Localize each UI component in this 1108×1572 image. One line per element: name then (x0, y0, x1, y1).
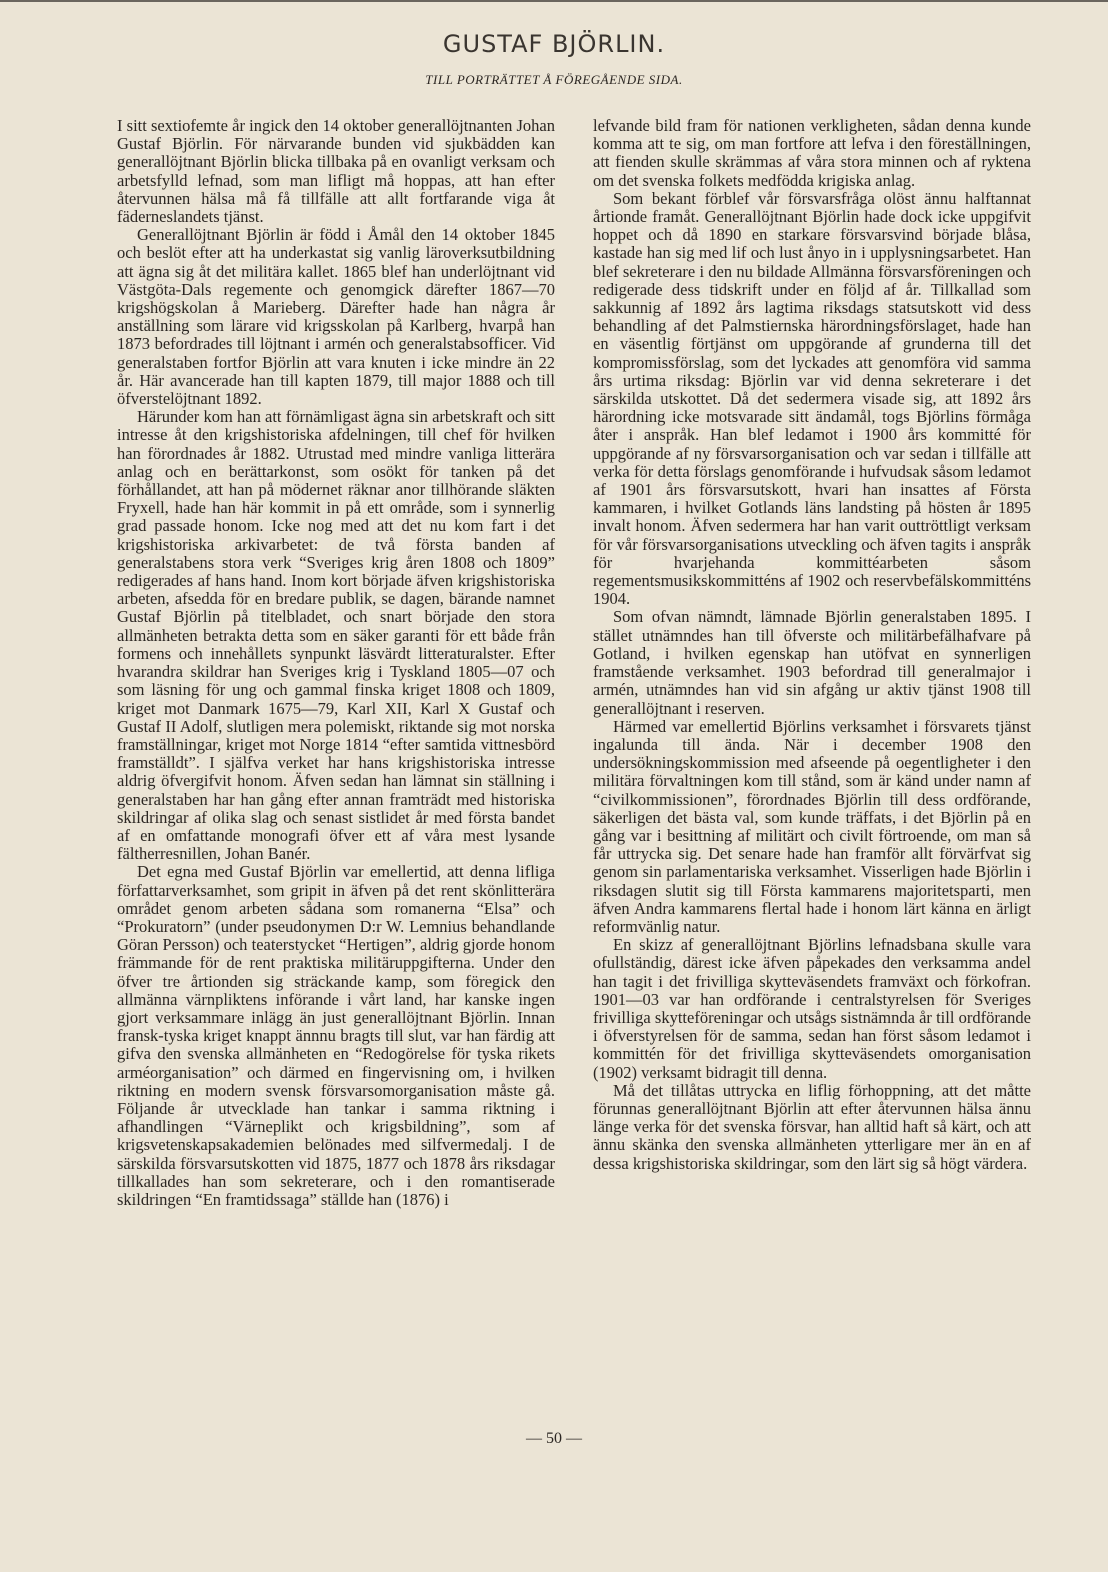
paragraph: Det egna med Gustaf Björlin var emellertid, att denna lifliga författarverksamhet, som gripit in äfven på det rent skönlitterära området genom arbeten sådana som romanerna “Elsa” och “Prokuratorn” (under pseudonymen D:r W. Lemnius behandlande Göran Persson) och teaterstycket “Hertigen”, aldrig gjorde honom främmande för de rent praktiska militäruppgifterna. Under den öfver tre årtionden sig sträckande kamp, som föregick den allmänna värnpliktens införande i vårt land, har kanske ingen gjort verksammare inlägg än just generallöjtnant Björlin. Innan fransk-tyska kriget knappt ännnu bragts till slut, var han färdig att gifva den svenska allmänheten en “Redogörelse för tyska rikets arméorganisation” och därmed en fingervisning om, i hvilken riktning en modern svensk försvarsomorganisation måste gå. Följande år utvecklade han tankar i samma riktning i afhandlingen “Värneplikt och krigsbildning”, som af krigsvetenskapsakademien belönades med silfvermedalj. I de särskilda försvarsutskotten vid 1875, 1877 och 1878 års riksdagar tillkallades han som sekreterare, och i den romantiserade skildringen “En framtidssaga” ställde han (1876) i (117, 862, 555, 1209)
paragraph: Må det tillåtas uttrycka en liflig förhoppning, att det måtte förunnas generallöjtnant Björlin att efter återvunnen hälsa ännu länge verka för det svenska försvar, han alltid haft så kärt, och att ännu skänka den svenska allmänheten ytterligare mer än en af dessa krigshistoriska skildringar, som den lärt sig så högt värdera. (593, 1080, 1031, 1173)
page-subtitle: TILL PORTRÄTTET Å FÖREGÅENDE SIDA. (425, 72, 683, 87)
paragraph: Som bekant förblef vår försvarsfråga olöst ännu halftannat årtionde framåt. Generallöjtnant Björlin hade dock icke uppgifvit hoppet och då 1890 en starkare försvarsvind började blåsa, kastade han sig med lif och lust ånyo in i upplysningsarbetet. Han blef sekreterare i den nu bildade Allmänna försvarsföreningen och redigerade dess tidskrift under en följd af år. Tillkallad som sakkunnig af 1892 års lagtima riksdags statsutskott vid dess behandling af det Palmstiernska härordningsförslaget, hade han en väsentlig förtjänst om uppgörande af grunderna till det kompromissförslag, som det lyckades att genomföra vid samma års urtima riksdag: Björlin var vid denna sekreterare i det särskilda utskottet. Då det sedermera visade sig, att 1892 års härordning icke motsvarade sitt ändamål, togs Björlins förmåga åter i anspråk. Han blef ledamot i 1900 års kommitté för uppgörande af ny försvarsorganisation och var sedan i tillfälle att verka för detta förslags genomförande i hufvudsak såsom ledamot af 1901 års försvarsutskott, hvari han insattes af Första kammaren, i hvilket Gotlands läns landsting på hösten år 1895 invalt honom. Äfven sedermera har han varit outtröttligt verksam för vår försvarsorganisations utveckling och äfven tagits i anspråk för hvarjehanda kommittéarbeten såsom regementsmusikskommitténs af 1902 och reservbefälskommitténs 1904. (593, 188, 1031, 609)
paragraph: Härunder kom han att förnämligast ägna sin arbetskraft och sitt intresse åt den krigshistoriska afdelningen, till chef för hvilken han förordnades år 1882. Utrustad med mindre vanliga litterära anlag och en berättarkonst, som osökt för tanken på det förhållandet, att han på mödernet räknar anor tillhörande släkten Fryxell, hade han här kommit in på ett område, som i synnerlig grad passade honom. Icke nog med att det nu kom fart i det krigshistoriska arkivarbetet: de två första banden af generalstabens stora verk “Sveriges krig åren 1808 och 1809” redigerades af hans hand. Inom kort började äfven krigshistoriska arbeten, afsedda för en bredare publik, se dagen, bärande namnet Gustaf Björlin på titelbladet, och snart började den stora allmänheten betrakta detta som en säker garanti för ett både från formens och innehållets synpunkt läsvärdt litteraturalster. Efter hvarandra skildrar han Sveriges krig i Tyskland 1805—07 och som läsning för ung och gammal finska kriget 1808 och 1809, kriget mot Danmark 1675—79, Karl XII, Karl X Gustaf och Gustaf II Adolf, slutligen mera polemiskt, riktande sig mot norska framställningar, kriget mot Norge 1814 “efter samtida vittnesbörd framställdt”. I själfva verket har hans krigshistoriska intresse aldrig öfvergifvit honom. Äfven sedan han lämnat sin ställning i generalstaben har han gång efter annan framträdt med historiska skildringar af olika slag och senast sistlidet år med första bandet af en omfattande monografi öfver ett af våra mest lysande fältherresnillen, Johan Banér. (117, 407, 555, 864)
paragraph: Härmed var emellertid Björlins verksamhet i försvarets tjänst ingalunda till ända. När i december 1908 den undersökningskommission med afseende på oegentligheter i den militära förvaltningen kom till stånd, som är känd under namn af “civilkommissionen”, förordnades Björlin till dess ordförande, säkerligen det bästa val, som kunde träffats, i det Björlin på en gång var i besittning af militärt och civilt förtroende, om man så får uttrycka sig. Det senare hade han framför allt förvärfvat sig genom sin parlamentariska verksamhet. Visserligen hade Björlin i riksdagen slutit sig till Första kammarens majoritetsparti, men äfven Andra kammarens flertal hade i honom lärt känna en ärligt reformvänlig natur. (593, 716, 1031, 936)
page-title: GUSTAF BJÖRLIN. (442, 30, 666, 58)
paragraph: lefvande bild fram för nationen verkligheten, sådan denna kunde komma att te sig, om man fortfore att lefva i den föreställningen, att fienden skulle skrämmas af våra stora minnen och af ryktena om det svenska folkets medfödda krigiska anlag. (593, 116, 1031, 190)
paragraph: Generallöjtnant Björlin är född i Åmål den 14 oktober 1845 och beslöt efter att ha underkastat sig vanlig läroverksutbildning att ägna sig åt det militära kallet. 1865 blef han underlöjtnant vid Västgöta-Dals regemente och genomgick därefter 1867—70 krigshögskolan å Marieberg. Därefter hade han några år anställning som lärare vid krigsskolan på Karlberg, hvarpå han 1873 befordrades till löjtnant i armén och generalstabsofficer. Vid generalstaben fortfor Björlin att vara knuten i icke mindre än 22 år. Här avancerade han till kapten 1879, till major 1888 och till öfverstelöjtnant 1892. (117, 225, 555, 409)
page-number: — 50 — (526, 1430, 582, 1447)
paragraph: En skizz af generallöjtnant Björlins lefnadsbana skulle vara ofullständig, därest icke äfven påpekades den verksamma andel han tagit i det frivilliga skytteväsendets framväxt och förkofran. 1901—03 var han ordförande i centralstyrelsen för Sveriges frivilliga skytteföreningar och utsågs sistnämnda år till ordförande i öfverstyrelsen för de samma, sedan han först såsom ledamot i kommittén för det frivilliga skytteväsendets omorganisation (1902) verksamt bidragit till denna. (593, 935, 1031, 1082)
left-column (117, 117, 555, 1209)
right-column (593, 117, 1031, 1173)
paragraph: I sitt sextiofemte år ingick den 14 oktober generallöjtnanten Johan Gustaf Björlin. För närvarande bunden vid sjukbädden kan generallöjtnant Björlin blicka tillbaka på en ovanligt verksam och arbetsfylld lefnad, som man lifligt må hoppas, att han efter återvunnen hälsa må få tillfälle att allt fortfarande viga åt fäderneslandets tjänst. (117, 116, 555, 227)
top-rule (0, 0, 1108, 2)
paragraph: Som ofvan nämndt, lämnade Björlin generalstaben 1895. I stället utnämndes han till öfverste och militärbefälhafvare på Gotland, i hvilken egenskap han utöfvat en synnerligen framstående verksamhet. 1903 befordrad till generalmajor i armén, utnämndes han vid sin afgång ur aktiv tjänst 1908 till generallöjtnant i reserven. (593, 607, 1031, 718)
